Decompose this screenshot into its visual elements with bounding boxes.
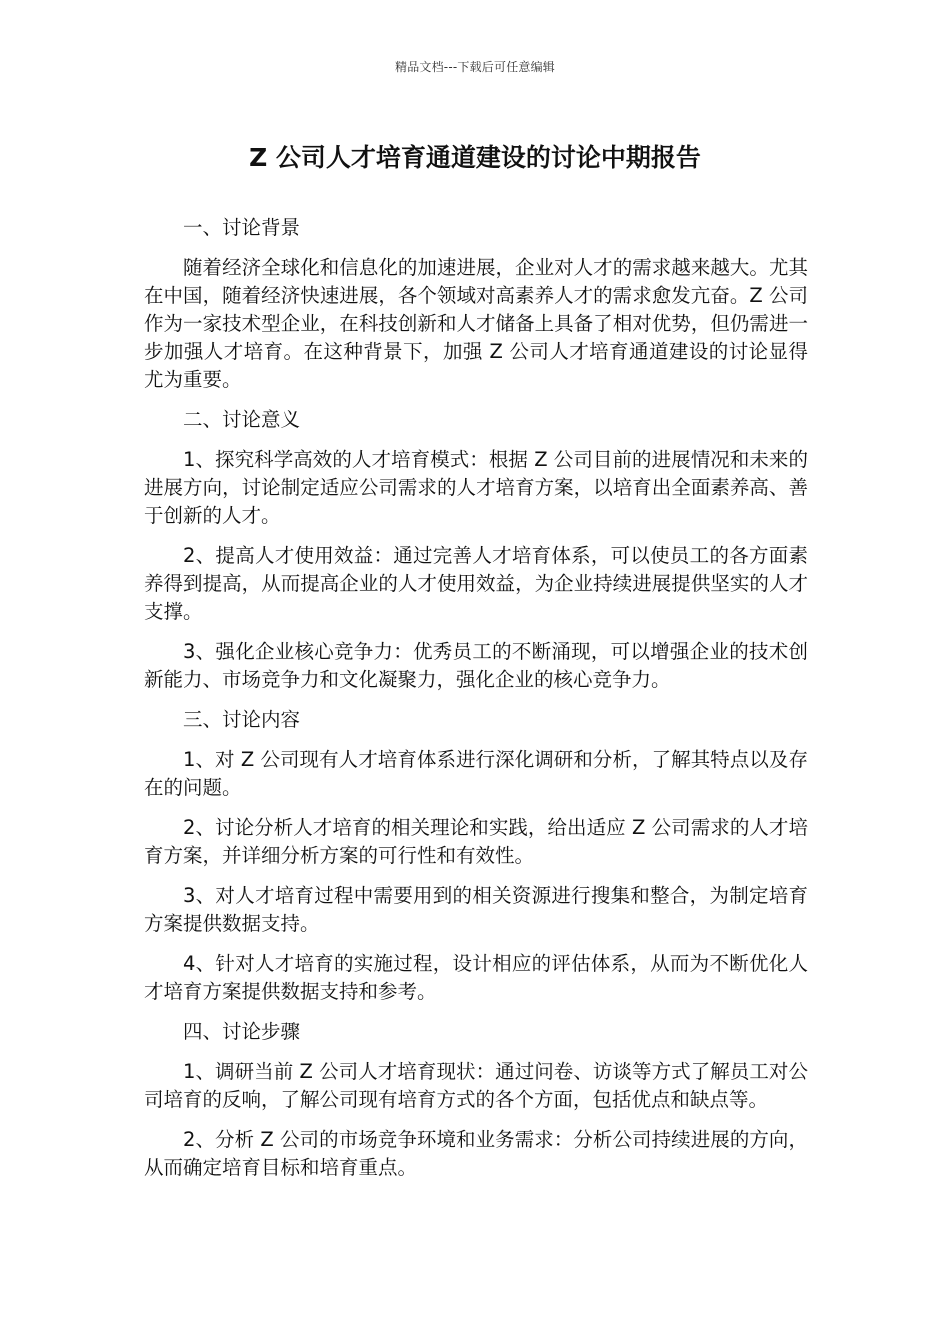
section-background (144, 214, 808, 394)
paragraph: 2、提高人才使用效益：通过完善人才培育体系，可以使员工的各方面素养得到提高，从而提高企业的人才使用效益，为企业持续进展提供坚实的人才支撑。 (144, 544, 808, 623)
header-note: 精品文档---下载后可任意编辑 (395, 60, 555, 74)
section-heading: 四、讨论步骤 (183, 1020, 301, 1043)
section-content (144, 706, 808, 1006)
document-body (144, 214, 808, 1194)
page-title: Z 公司人才培育通道建设的讨论中期报告 (249, 143, 701, 172)
paragraph: 3、对人才培育过程中需要用到的相关资源进行搜集和整合，为制定培育方案提供数据支持。 (144, 884, 808, 935)
section-significance (144, 406, 808, 694)
paragraph: 1、探究科学高效的人才培育模式：根据 Z 公司目前的进展情况和未来的进展方向，讨论制定适应公司需求的人才培育方案，以培育出全面素养高、善于创新的人才。 (144, 448, 808, 527)
section-steps (144, 1018, 808, 1182)
paragraph: 3、强化企业核心竞争力：优秀员工的不断涌现，可以增强企业的技术创新能力、市场竞争力和文化凝聚力，强化企业的核心竞争力。 (144, 640, 808, 691)
paragraph: 1、调研当前 Z 公司人才培育现状：通过问卷、访谈等方式了解员工对公司培育的反响，了解公司现有培育方式的各个方面，包括优点和缺点等。 (144, 1060, 808, 1111)
paragraph: 2、讨论分析人才培育的相关理论和实践，给出适应 Z 公司需求的人才培育方案，并详细分析方案的可行性和有效性。 (144, 816, 808, 867)
paragraph: 2、分析 Z 公司的市场竞争环境和业务需求：分析公司持续进展的方向，从而确定培育目标和培育重点。 (144, 1128, 808, 1179)
section-heading: 一、讨论背景 (183, 216, 301, 239)
section-heading: 二、讨论意义 (183, 408, 301, 431)
paragraph: 1、对 Z 公司现有人才培育体系进行深化调研和分析，了解其特点以及存在的问题。 (144, 748, 808, 799)
section-heading: 三、讨论内容 (183, 708, 301, 731)
paragraph: 随着经济全球化和信息化的加速进展，企业对人才的需求越来越大。尤其在中国，随着经济快速进展，各个领域对高素养人才的需求愈发亢奋。Z 公司作为一家技术型企业，在科技创新和人才储备上具备了相对优势，但仍需进一步加强人才培育。在这种背景下，加强 Z 公司人才培育通道建设的讨论显得尤为重要。 (144, 256, 808, 391)
paragraph: 4、针对人才培育的实施过程，设计相应的评估体系，从而为不断优化人才培育方案提供数据支持和参考。 (144, 952, 808, 1003)
